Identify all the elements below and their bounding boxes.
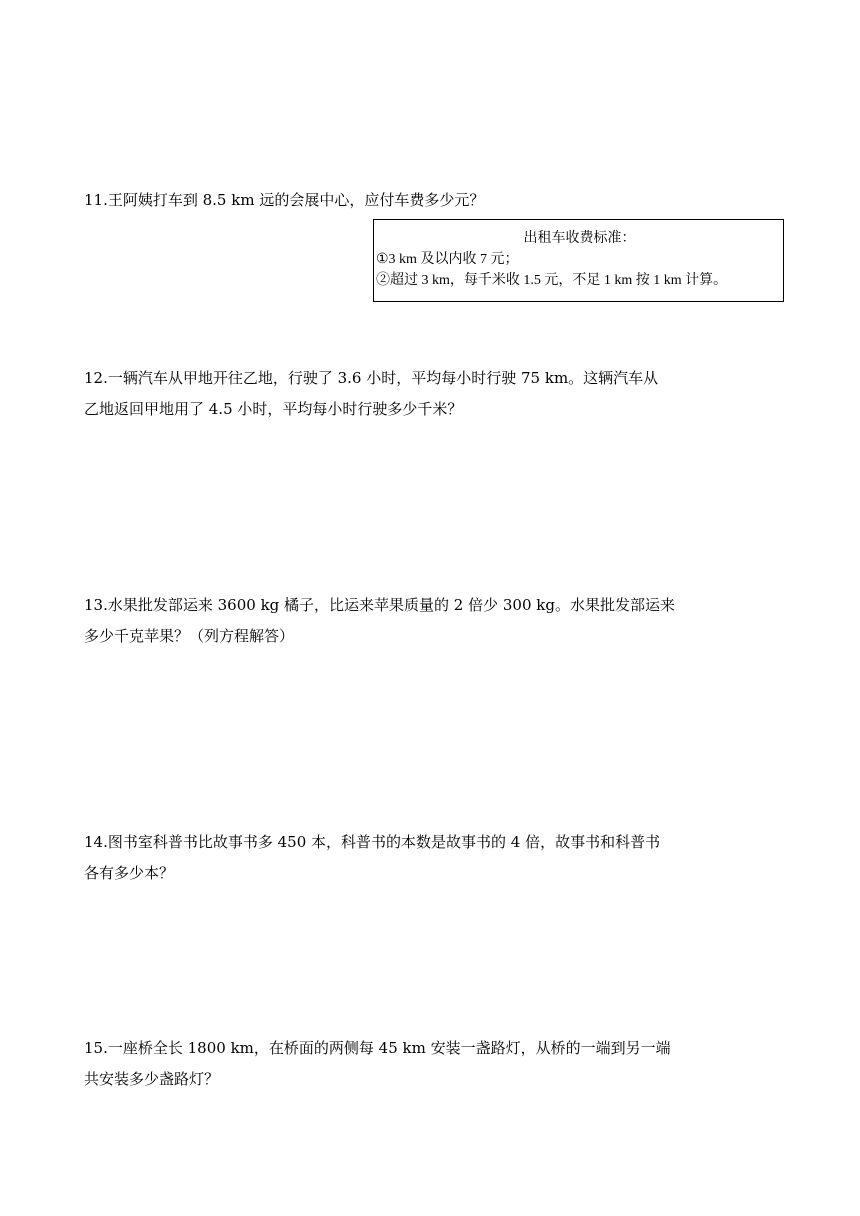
problem-13-line-2: 多少千克苹果？（列方程解答） — [84, 627, 295, 645]
problem-12 — [84, 363, 744, 425]
problem-11-line-1: 11.王阿姨打车到 8.5 km 远的会展中心，应付车费多少元？ — [84, 191, 485, 209]
problem-14-line-1: 14.图书室科普书比故事书多 450 本，科普书的本数是故事书的 4 倍，故事书和科普书 — [84, 833, 661, 851]
taxi-fare-box — [373, 219, 784, 302]
problem-15 — [84, 1033, 744, 1095]
problem-15-line-1: 15.一座桥全长 1800 km，在桥面的两侧每 45 km 安装一盏路灯，从桥的一端到另一端 — [84, 1039, 671, 1057]
problem-11 — [84, 185, 744, 216]
taxi-fare-rule-2: ②超过 3 km，每千米收 1.5 元，不足 1 km 按 1 km 计算。 — [376, 273, 728, 288]
problem-12-line-2: 乙地返回甲地用了 4.5 小时，平均每小时行驶多少千米？ — [84, 400, 463, 418]
problem-13-line-1: 13.水果批发部运来 3600 kg 橘子，比运来苹果质量的 2 倍少 300 kg。水果批发部运来 — [84, 596, 675, 614]
problem-14 — [84, 827, 744, 889]
problem-13 — [84, 590, 744, 652]
problem-15-line-2: 共安装多少盏路灯？ — [84, 1070, 220, 1088]
taxi-fare-title: 出租车收费标准： — [523, 231, 636, 246]
problem-12-line-1: 12.一辆汽车从甲地开往乙地，行驶了 3.6 小时，平均每小时行驶 75 km。这辆汽车从 — [84, 369, 659, 387]
taxi-fare-rule-1: ①3 km 及以内收 7 元； — [376, 252, 519, 267]
problem-14-line-2: 各有多少本？ — [84, 864, 175, 882]
